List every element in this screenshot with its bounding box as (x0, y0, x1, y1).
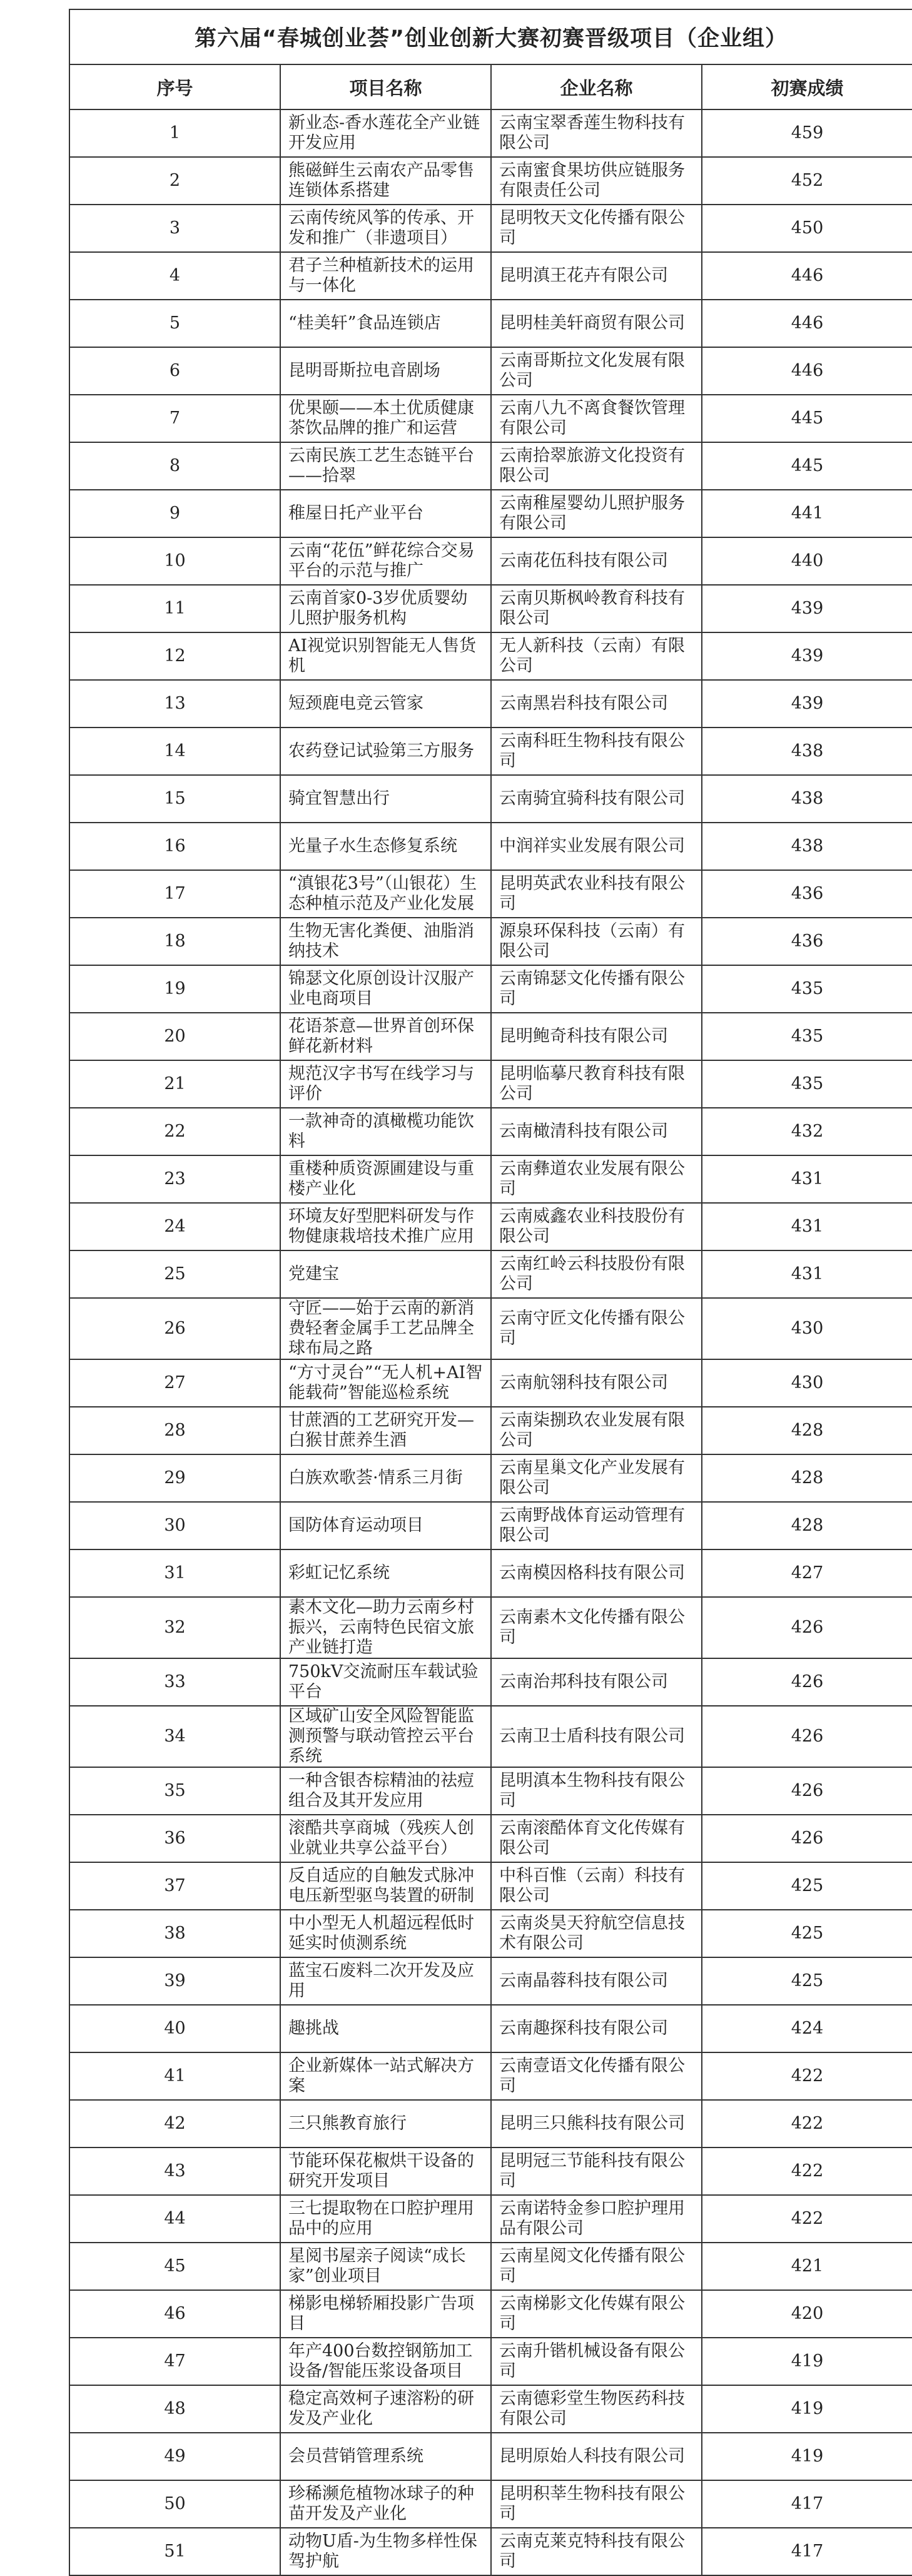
company-name: 云南炎昊天狩航空信息技术有限公司 (491, 1910, 702, 1957)
table-row (69, 1359, 912, 1407)
company-name: 云南贝斯枫岭教育科技有限公司 (491, 585, 702, 632)
project-name: 会员营销管理系统 (280, 2433, 491, 2480)
row-number: 5 (69, 300, 280, 347)
company-name: 云南升锴机械设备有限公司 (491, 2338, 702, 2385)
row-number: 1 (69, 109, 280, 157)
company-name: 昆明积莘生物科技有限公司 (491, 2480, 702, 2528)
score-value: 417 (702, 2528, 912, 2575)
company-name: 昆明滇本生物科技有限公司 (491, 1767, 702, 1815)
project-name: 珍稀濒危植物冰球子的种苗开发及产业化 (280, 2480, 491, 2528)
score-value: 422 (702, 2195, 912, 2243)
project-name: 云南首家0-3岁优质婴幼儿照护服务机构 (280, 585, 491, 632)
company-name: 云南威鑫农业科技股份有限公司 (491, 1203, 702, 1250)
row-number: 42 (69, 2100, 280, 2148)
company-name: 云南哥斯拉文化发展有限公司 (491, 347, 702, 395)
table-row (69, 490, 912, 537)
table-row (69, 1706, 912, 1767)
score-value: 445 (702, 395, 912, 442)
table-row (69, 537, 912, 585)
company-name: 云南治邦科技有限公司 (491, 1658, 702, 1706)
project-name: “桂美轩”食品连锁店 (280, 300, 491, 347)
score-value: 438 (702, 823, 912, 870)
project-name: 白族欢歌荟·情系三月街 (280, 1454, 491, 1502)
table-row (69, 2290, 912, 2338)
project-name: 反自适应的自触发式脉冲电压新型驱鸟装置的研制 (280, 1862, 491, 1910)
project-name: 环境友好型肥料研发与作物健康栽培技术推广应用 (280, 1203, 491, 1250)
table-row (69, 1013, 912, 1060)
row-number: 23 (69, 1155, 280, 1203)
score-value: 446 (702, 300, 912, 347)
project-name: AI视觉识别智能无人售货机 (280, 632, 491, 680)
score-value: 419 (702, 2385, 912, 2433)
score-value: 438 (702, 775, 912, 823)
table-row (69, 300, 912, 347)
score-value: 436 (702, 870, 912, 918)
row-number: 2 (69, 157, 280, 205)
row-number: 13 (69, 680, 280, 728)
project-name: 素木文化—助力云南乡村振兴，云南特色民宿文旅产业链打造 (280, 1597, 491, 1658)
table-row (69, 1767, 912, 1815)
row-number: 19 (69, 965, 280, 1013)
company-name: 源泉环保科技（云南）有限公司 (491, 918, 702, 965)
table-row (69, 728, 912, 775)
row-number: 7 (69, 395, 280, 442)
score-value: 435 (702, 1060, 912, 1108)
results-table (69, 9, 912, 2576)
row-number: 17 (69, 870, 280, 918)
score-value: 459 (702, 109, 912, 157)
score-value: 421 (702, 2243, 912, 2290)
project-name: 企业新媒体一站式解决方案 (280, 2052, 491, 2100)
project-name: 优果颐——本土优质健康茶饮品牌的推广和运营 (280, 395, 491, 442)
header-row (69, 64, 912, 109)
project-name: 新业态-香水莲花全产业链开发应用 (280, 109, 491, 157)
project-name: “滇银花3号”（山银花）生态种植示范及产业化发展 (280, 870, 491, 918)
company-name: 无人新科技（云南）有限公司 (491, 632, 702, 680)
row-number: 35 (69, 1767, 280, 1815)
row-number: 6 (69, 347, 280, 395)
row-number: 28 (69, 1407, 280, 1454)
project-name: 规范汉字书写在线学习与评价 (280, 1060, 491, 1108)
table-row (69, 1155, 912, 1203)
row-number: 27 (69, 1359, 280, 1407)
score-value: 425 (702, 1957, 912, 2005)
table-row (69, 918, 912, 965)
table-row (69, 2100, 912, 2148)
table-row (69, 2338, 912, 2385)
row-number: 43 (69, 2148, 280, 2195)
table-row (69, 823, 912, 870)
row-number: 22 (69, 1108, 280, 1155)
company-name: 云南黑岩科技有限公司 (491, 680, 702, 728)
row-number: 32 (69, 1597, 280, 1658)
row-number: 14 (69, 728, 280, 775)
table-row (69, 1597, 912, 1658)
row-number: 3 (69, 205, 280, 252)
score-value: 431 (702, 1250, 912, 1298)
score-value: 445 (702, 442, 912, 490)
table-row (69, 109, 912, 157)
title-row (69, 9, 912, 64)
project-name: 骑宜智慧出行 (280, 775, 491, 823)
row-number: 21 (69, 1060, 280, 1108)
company-name: 云南德彩堂生物医药科技有限公司 (491, 2385, 702, 2433)
company-name: 昆明牧天文化传播有限公司 (491, 205, 702, 252)
company-name: 云南花伍科技有限公司 (491, 537, 702, 585)
company-name: 云南素木文化传播有限公司 (491, 1597, 702, 1658)
row-number: 30 (69, 1502, 280, 1549)
project-name: 花语茶意—世界首创环保鲜花新材料 (280, 1013, 491, 1060)
row-number: 33 (69, 1658, 280, 1706)
table-row (69, 2052, 912, 2100)
table-row (69, 1502, 912, 1549)
score-value: 422 (702, 2148, 912, 2195)
project-name: 昆明哥斯拉电音剧场 (280, 347, 491, 395)
score-value: 426 (702, 1597, 912, 1658)
project-name: 稚屋日托产业平台 (280, 490, 491, 537)
score-value: 440 (702, 537, 912, 585)
company-name: 云南星阅文化传播有限公司 (491, 2243, 702, 2290)
score-value: 435 (702, 1013, 912, 1060)
company-name: 云南八九不离食餐饮管理有限公司 (491, 395, 702, 442)
project-name: 一款神奇的滇橄榄功能饮料 (280, 1108, 491, 1155)
table-row (69, 252, 912, 300)
score-value: 431 (702, 1203, 912, 1250)
company-name: 云南模因格科技有限公司 (491, 1549, 702, 1597)
table-row (69, 395, 912, 442)
project-name: 守匠——始于云南的新消费轻奢金属手工艺品牌全球布局之路 (280, 1298, 491, 1359)
score-value: 422 (702, 2100, 912, 2148)
row-number: 48 (69, 2385, 280, 2433)
row-number: 8 (69, 442, 280, 490)
company-name: 云南科旺生物科技有限公司 (491, 728, 702, 775)
table-row (69, 1203, 912, 1250)
project-name: 彩虹记忆系统 (280, 1549, 491, 1597)
company-name: 云南晶蓉科技有限公司 (491, 1957, 702, 2005)
table-row (69, 2148, 912, 2195)
project-name: 云南传统风筝的传承、开发和推广（非遗项目） (280, 205, 491, 252)
company-name: 昆明英武农业科技有限公司 (491, 870, 702, 918)
row-number: 16 (69, 823, 280, 870)
table-row (69, 2528, 912, 2575)
score-value: 425 (702, 1910, 912, 1957)
company-name: 中科百惟（云南）科技有限公司 (491, 1862, 702, 1910)
project-name: 农药登记试验第三方服务 (280, 728, 491, 775)
row-number: 41 (69, 2052, 280, 2100)
row-number: 11 (69, 585, 280, 632)
project-name: 星阅书屋亲子阅读“成长家”创业项目 (280, 2243, 491, 2290)
table-row (69, 2195, 912, 2243)
company-name: 昆明桂美轩商贸有限公司 (491, 300, 702, 347)
company-name: 云南诺特金参口腔护理用品有限公司 (491, 2195, 702, 2243)
company-name: 云南拾翠旅游文化投资有限公司 (491, 442, 702, 490)
project-name: 短颈鹿电竞云管家 (280, 680, 491, 728)
company-name: 云南红岭云科技股份有限公司 (491, 1250, 702, 1298)
company-name: 云南彝道农业发展有限公司 (491, 1155, 702, 1203)
company-name: 昆明滇王花卉有限公司 (491, 252, 702, 300)
row-number: 49 (69, 2433, 280, 2480)
company-name: 云南宝翠香莲生物科技有限公司 (491, 109, 702, 157)
score-value: 441 (702, 490, 912, 537)
project-name: “方寸灵台”“无人机+AI智能载荷”智能巡检系统 (280, 1359, 491, 1407)
row-number: 36 (69, 1815, 280, 1862)
row-number: 44 (69, 2195, 280, 2243)
table-row (69, 1549, 912, 1597)
row-number: 10 (69, 537, 280, 585)
project-name: 国防体育运动项目 (280, 1502, 491, 1549)
project-name: 锦瑟文化原创设计汉服产业电商项目 (280, 965, 491, 1013)
score-value: 432 (702, 1108, 912, 1155)
table-row (69, 2480, 912, 2528)
table-row (69, 632, 912, 680)
table-row (69, 2243, 912, 2290)
row-number: 45 (69, 2243, 280, 2290)
table-row (69, 1108, 912, 1155)
row-number: 46 (69, 2290, 280, 2338)
row-number: 50 (69, 2480, 280, 2528)
project-name: 750kV交流耐压车载试验平台 (280, 1658, 491, 1706)
score-value: 431 (702, 1155, 912, 1203)
company-name: 中润祥实业发展有限公司 (491, 823, 702, 870)
row-number: 40 (69, 2005, 280, 2052)
row-number: 47 (69, 2338, 280, 2385)
row-number: 12 (69, 632, 280, 680)
company-name: 昆明原始人科技有限公司 (491, 2433, 702, 2480)
project-name: 生物无害化粪便、油脂消纳技术 (280, 918, 491, 965)
table-row (69, 442, 912, 490)
table-row (69, 1298, 912, 1359)
project-name: 动物U盾-为生物多样性保驾护航 (280, 2528, 491, 2575)
row-number: 9 (69, 490, 280, 537)
score-value: 446 (702, 252, 912, 300)
company-name: 昆明临摹尺教育科技有限公司 (491, 1060, 702, 1108)
score-value: 452 (702, 157, 912, 205)
score-value: 426 (702, 1706, 912, 1767)
company-name: 云南梯影文化传媒有限公司 (491, 2290, 702, 2338)
score-value: 446 (702, 347, 912, 395)
project-name: 甘蔗酒的工艺研究开发—白猴甘蔗养生酒 (280, 1407, 491, 1454)
company-name: 云南稚屋婴幼儿照护服务有限公司 (491, 490, 702, 537)
project-name: 稳定高效柯子速溶粉的研发及产业化 (280, 2385, 491, 2433)
row-number: 39 (69, 1957, 280, 2005)
project-name: 趣挑战 (280, 2005, 491, 2052)
company-name: 云南航翎科技有限公司 (491, 1359, 702, 1407)
row-number: 25 (69, 1250, 280, 1298)
project-name: 云南“花伍”鲜花综合交易平台的示范与推广 (280, 537, 491, 585)
table-row (69, 205, 912, 252)
row-number: 18 (69, 918, 280, 965)
header-no: 序号 (69, 64, 280, 109)
project-name: 年产400台数控钢筋加工设备/智能压浆设备项目 (280, 2338, 491, 2385)
company-name: 云南星巢文化产业发展有限公司 (491, 1454, 702, 1502)
row-number: 4 (69, 252, 280, 300)
score-value: 428 (702, 1454, 912, 1502)
row-number: 29 (69, 1454, 280, 1502)
table-row (69, 347, 912, 395)
table-row (69, 1454, 912, 1502)
company-name: 云南骑宜骑科技有限公司 (491, 775, 702, 823)
score-value: 426 (702, 1815, 912, 1862)
project-name: 蓝宝石废料二次开发及应用 (280, 1957, 491, 2005)
project-name: 区域矿山安全风险智能监测预警与联动管控云平台系统 (280, 1706, 491, 1767)
table-row (69, 775, 912, 823)
score-value: 435 (702, 965, 912, 1013)
row-number: 37 (69, 1862, 280, 1910)
project-name: 光量子水生态修复系统 (280, 823, 491, 870)
table-row (69, 157, 912, 205)
project-name: 三只熊教育旅行 (280, 2100, 491, 2148)
row-number: 51 (69, 2528, 280, 2575)
score-value: 426 (702, 1767, 912, 1815)
company-name: 云南壹语文化传播有限公司 (491, 2052, 702, 2100)
company-name: 云南橄清科技有限公司 (491, 1108, 702, 1155)
header-score: 初赛成绩 (702, 64, 912, 109)
results-document (69, 9, 912, 2576)
project-name: 梯影电梯轿厢投影广告项目 (280, 2290, 491, 2338)
table-row (69, 585, 912, 632)
header-project: 项目名称 (280, 64, 491, 109)
row-number: 31 (69, 1549, 280, 1597)
score-value: 425 (702, 1862, 912, 1910)
table-row (69, 2005, 912, 2052)
score-value: 439 (702, 585, 912, 632)
table-row (69, 1658, 912, 1706)
table-row (69, 2433, 912, 2480)
table-row (69, 1060, 912, 1108)
score-value: 436 (702, 918, 912, 965)
table-row (69, 1407, 912, 1454)
score-value: 417 (702, 2480, 912, 2528)
project-name: 滚酷共享商城（残疾人创业就业共享公益平台） (280, 1815, 491, 1862)
table-row (69, 1862, 912, 1910)
row-number: 38 (69, 1910, 280, 1957)
score-value: 427 (702, 1549, 912, 1597)
header-company: 企业名称 (491, 64, 702, 109)
table-row (69, 1910, 912, 1957)
company-name: 云南趣探科技有限公司 (491, 2005, 702, 2052)
project-name: 一种含银杏棕精油的祛痘组合及其开发应用 (280, 1767, 491, 1815)
score-value: 420 (702, 2290, 912, 2338)
company-name: 云南柒捌玖农业发展有限公司 (491, 1407, 702, 1454)
project-name: 君子兰种植新技术的运用与一体化 (280, 252, 491, 300)
project-name: 熊磁鲜生云南农产品零售连锁体系搭建 (280, 157, 491, 205)
company-name: 云南锦瑟文化传播有限公司 (491, 965, 702, 1013)
table-row (69, 2385, 912, 2433)
table-row (69, 680, 912, 728)
project-name: 三七提取物在口腔护理用品中的应用 (280, 2195, 491, 2243)
company-name: 云南滚酷体育文化传媒有限公司 (491, 1815, 702, 1862)
score-value: 428 (702, 1502, 912, 1549)
company-name: 云南卫士盾科技有限公司 (491, 1706, 702, 1767)
company-name: 昆明冠三节能科技有限公司 (491, 2148, 702, 2195)
score-value: 430 (702, 1359, 912, 1407)
company-name: 昆明三只熊科技有限公司 (491, 2100, 702, 2148)
company-name: 云南野战体育运动管理有限公司 (491, 1502, 702, 1549)
company-name: 云南克莱克特科技有限公司 (491, 2528, 702, 2575)
score-value: 419 (702, 2433, 912, 2480)
table-title: 第六届“春城创业荟”创业创新大赛初赛晋级项目（企业组） (69, 9, 912, 64)
score-value: 426 (702, 1658, 912, 1706)
table-row (69, 965, 912, 1013)
company-name: 云南蜜食果坊供应链服务有限责任公司 (491, 157, 702, 205)
score-value: 424 (702, 2005, 912, 2052)
project-name: 节能环保花椒烘干设备的研究开发项目 (280, 2148, 491, 2195)
score-value: 438 (702, 728, 912, 775)
project-name: 云南民族工艺生态链平台——拾翠 (280, 442, 491, 490)
row-number: 26 (69, 1298, 280, 1359)
score-value: 428 (702, 1407, 912, 1454)
score-value: 439 (702, 680, 912, 728)
company-name: 云南守匠文化传播有限公司 (491, 1298, 702, 1359)
table-row (69, 1250, 912, 1298)
row-number: 34 (69, 1706, 280, 1767)
score-value: 439 (702, 632, 912, 680)
company-name: 昆明鲍奇科技有限公司 (491, 1013, 702, 1060)
table-row (69, 1957, 912, 2005)
row-number: 15 (69, 775, 280, 823)
score-value: 430 (702, 1298, 912, 1359)
project-name: 重楼种质资源圃建设与重楼产业化 (280, 1155, 491, 1203)
project-name: 党建宝 (280, 1250, 491, 1298)
table-row (69, 1815, 912, 1862)
row-number: 24 (69, 1203, 280, 1250)
score-value: 450 (702, 205, 912, 252)
row-number: 20 (69, 1013, 280, 1060)
project-name: 中小型无人机超远程低时延实时侦测系统 (280, 1910, 491, 1957)
score-value: 422 (702, 2052, 912, 2100)
score-value: 419 (702, 2338, 912, 2385)
table-row (69, 870, 912, 918)
